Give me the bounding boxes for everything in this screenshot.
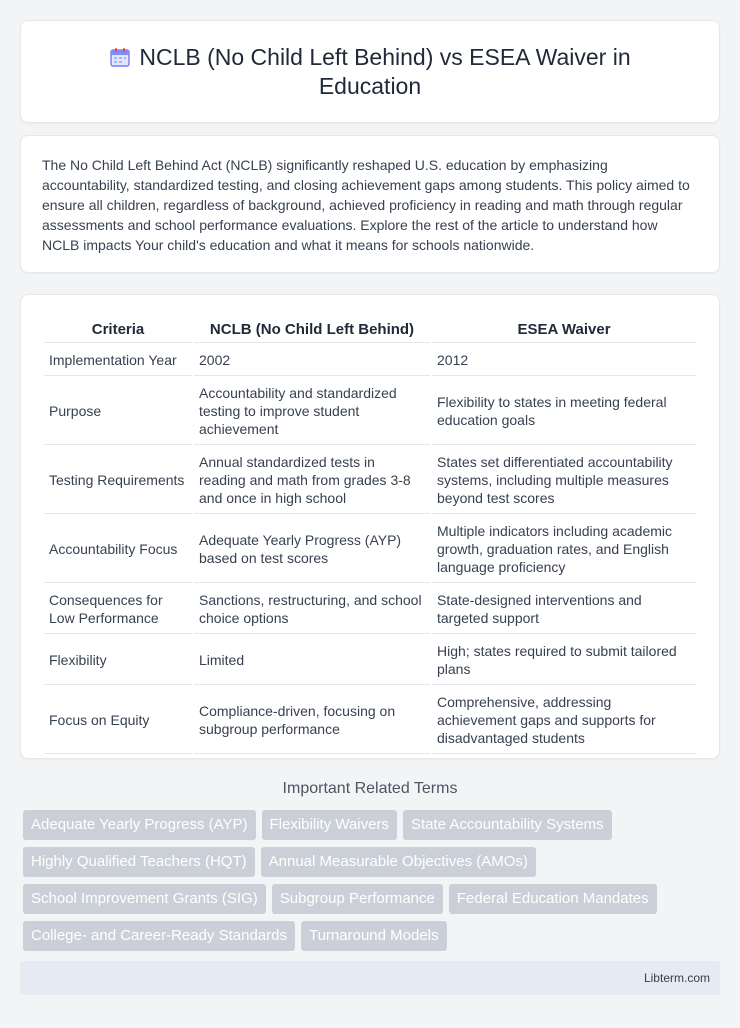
table-row: [44, 378, 696, 445]
table-row: [44, 345, 696, 376]
esea-cell: States set differentiated accountability systems, including multiple measures beyond test scores: [432, 447, 696, 514]
criteria-cell: Testing Requirements: [44, 447, 192, 514]
esea-cell: Flexibility to states in meeting federal education goals: [432, 378, 696, 445]
related-term-tag[interactable]: Turnaround Models: [301, 921, 447, 951]
related-term-tag[interactable]: College- and Career-Ready Standards: [23, 921, 295, 951]
table-row: [44, 516, 696, 583]
criteria-cell: Consequences for Low Performance: [44, 585, 192, 634]
related-terms-title: Important Related Terms: [282, 780, 458, 797]
comparison-table-card: [20, 294, 720, 759]
table-header-row: [44, 317, 696, 343]
intro-card: [20, 135, 720, 273]
esea-cell: High; states required to submit tailored plans: [432, 636, 696, 685]
esea-cell: Comprehensive, addressing achievement gaps and supports for disadvantaged students: [432, 687, 696, 754]
criteria-cell: Purpose: [44, 378, 192, 445]
related-terms-section: [20, 780, 720, 951]
criteria-cell: Implementation Year: [44, 345, 192, 376]
nclb-cell: Adequate Yearly Progress (AYP) based on test scores: [194, 516, 430, 583]
esea-cell: State-designed interventions and targeted support: [432, 585, 696, 634]
footer: [20, 961, 720, 995]
related-term-tag[interactable]: School Improvement Grants (SIG): [23, 884, 266, 914]
calendar-icon: [109, 46, 131, 68]
criteria-cell: Focus on Equity: [44, 687, 192, 754]
comparison-table: [42, 315, 698, 756]
related-term-tag[interactable]: Federal Education Mandates: [449, 884, 657, 914]
nclb-cell: Compliance-driven, focusing on subgroup performance: [194, 687, 430, 754]
related-term-tag[interactable]: Annual Measurable Objectives (AMOs): [261, 847, 536, 877]
nclb-cell: Annual standardized tests in reading and math from grades 3-8 and once in high school: [194, 447, 430, 514]
nclb-cell: Limited: [194, 636, 430, 685]
esea-cell: 2012: [432, 345, 696, 376]
related-term-tag[interactable]: Adequate Yearly Progress (AYP): [23, 810, 256, 840]
related-terms-tags: [20, 810, 720, 951]
criteria-cell: Flexibility: [44, 636, 192, 685]
related-term-tag[interactable]: Subgroup Performance: [272, 884, 443, 914]
header-nclb: NCLB (No Child Left Behind): [194, 317, 430, 343]
nclb-cell: 2002: [194, 345, 430, 376]
intro-text: The No Child Left Behind Act (NCLB) significantly reshaped U.S. education by emphasizing accountability, standardized testing, and closing achievement gaps among students. This policy aimed to ensure all children, regardless of background, achieved proficiency in reading and math through regular assessments and school performance evaluations. Explore the rest of the article to understand how NCLB impacts Your child's education and what it means for schools nationwide.: [42, 157, 690, 253]
nclb-cell: Sanctions, restructuring, and school choice options: [194, 585, 430, 634]
related-term-tag[interactable]: State Accountability Systems: [403, 810, 612, 840]
page-title-text: NCLB (No Child Left Behind) vs ESEA Waiver in Education: [139, 43, 631, 99]
nclb-cell: Accountability and standardized testing to improve student achievement: [194, 378, 430, 445]
page-title: [100, 43, 640, 101]
header-criteria: Criteria: [44, 317, 192, 343]
esea-cell: Multiple indicators including academic growth, graduation rates, and English language proficiency: [432, 516, 696, 583]
footer-site-link[interactable]: Libterm.com: [643, 971, 710, 985]
table-row: [44, 636, 696, 685]
header-esea-waiver: ESEA Waiver: [432, 317, 696, 343]
related-term-tag[interactable]: Highly Qualified Teachers (HQT): [23, 847, 255, 877]
table-row: [44, 447, 696, 514]
header-card: [20, 20, 720, 123]
criteria-cell: Accountability Focus: [44, 516, 192, 583]
table-row: [44, 585, 696, 634]
table-row: [44, 687, 696, 754]
related-term-tag[interactable]: Flexibility Waivers: [262, 810, 397, 840]
